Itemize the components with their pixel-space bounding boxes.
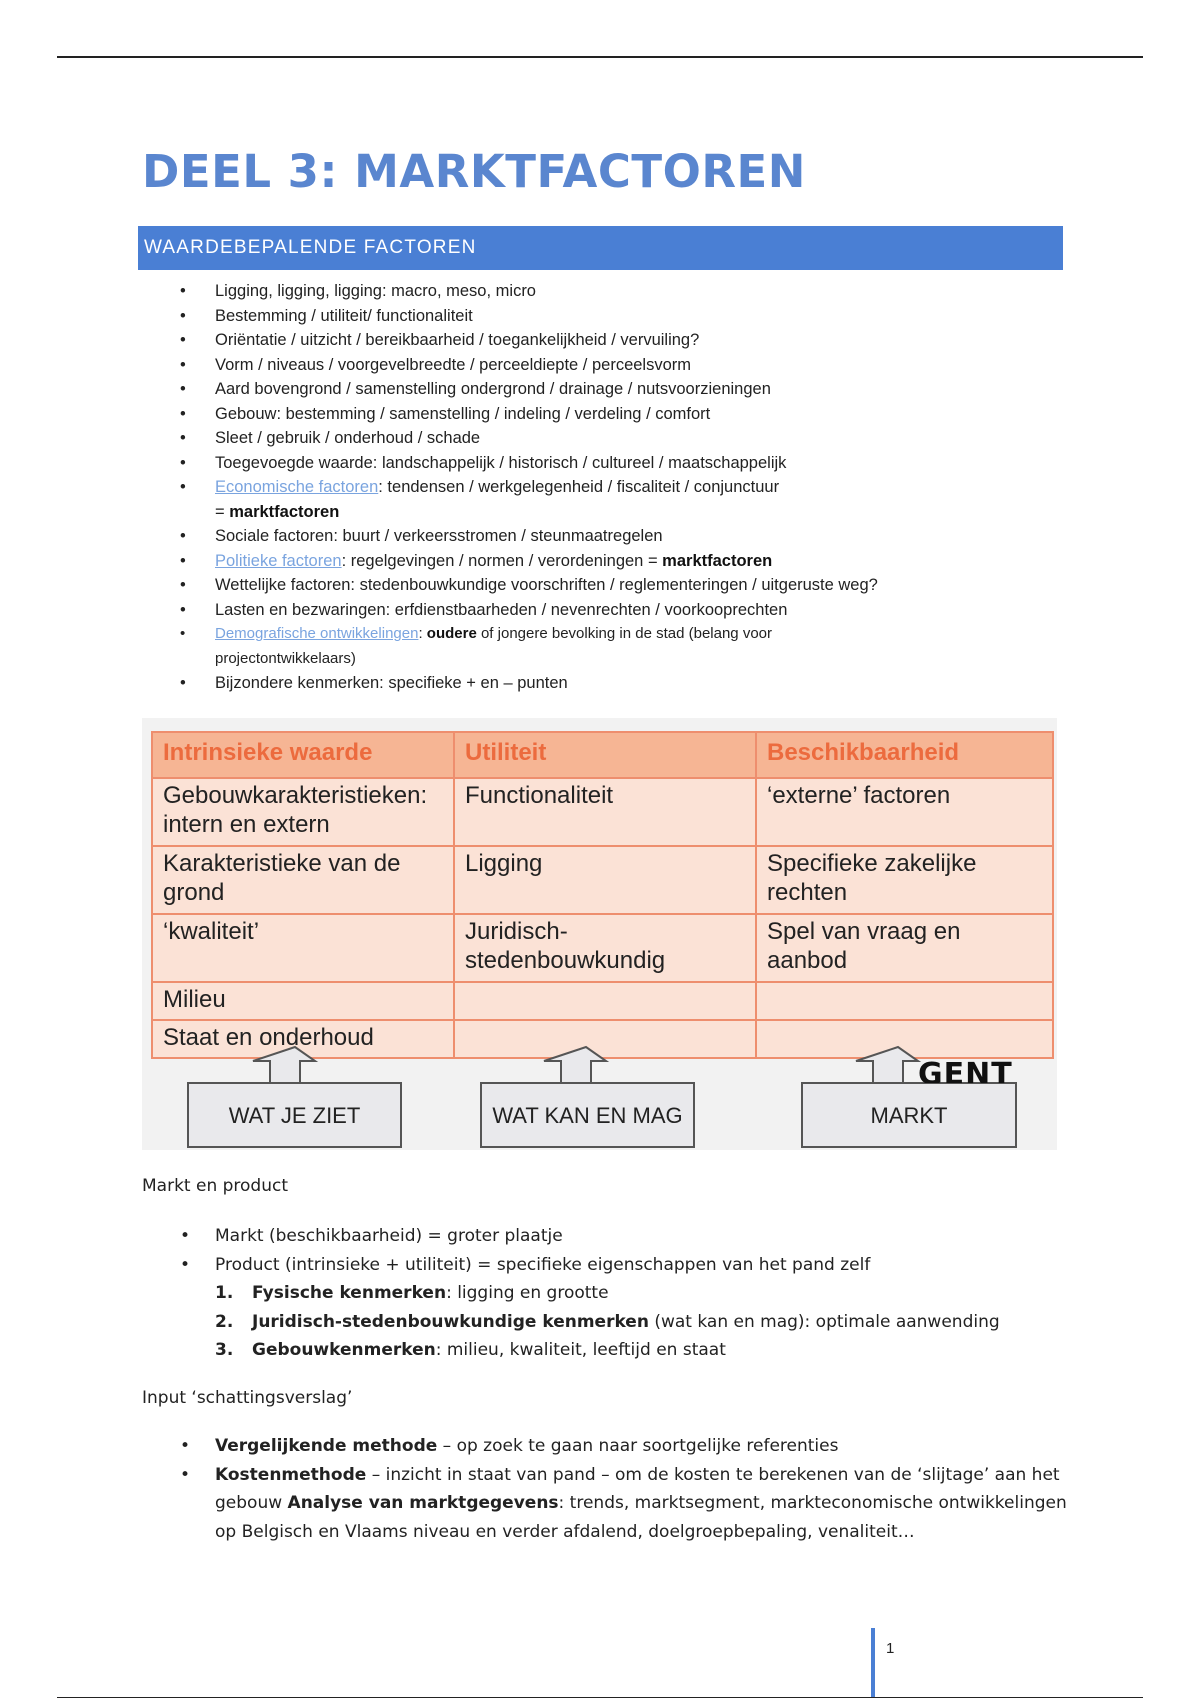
bottom-rule — [57, 1697, 1143, 1698]
list-item: 1. Fysische kenmerken: ligging en grootte — [215, 1283, 609, 1303]
table-header: Beschikbaarheid — [756, 732, 1053, 778]
table-cell: Staat en onderhoud — [152, 1020, 454, 1058]
list-item: • Politieke factoren: regelgevingen / normen / verordeningen = marktfactoren — [180, 549, 1060, 574]
table-cell: Karakteristieke van de grond — [152, 846, 454, 914]
table-header: Intrinsieke waarde — [152, 732, 454, 778]
list-item: 3. Gebouwkenmerken: milieu, kwaliteit, leeftijd en staat — [215, 1340, 726, 1360]
gent-logo-text: GENT — [918, 1057, 1013, 1083]
markt-en-product-heading: Markt en product — [142, 1176, 289, 1196]
list-item: • Toegevoegde waarde: landschappelijk / historisch / cultureel / maatschappelijk — [180, 451, 1060, 476]
table-cell: ‘externe’ factoren — [756, 778, 1053, 846]
list-item: • Product (intrinsieke + utiliteit) = specifieke eigenschappen van het pand zelf — [180, 1251, 1080, 1280]
list-item: • Gebouw: bestemming / samenstelling / indeling / verdeling / comfort — [180, 402, 1060, 427]
table-cell: Ligging — [454, 846, 756, 914]
arrow-box-markt: MARKT — [801, 1082, 1017, 1148]
list-item: • Oriëntatie / uitzicht / bereikbaarheid / toegankelijkheid / vervuiling? — [180, 328, 1060, 353]
list-item: • Vergelijkende methode – op zoek te gaan naar soortgelijke referenties — [180, 1432, 1080, 1461]
page-number-bar — [871, 1628, 875, 1698]
list-item: • Markt (beschikbaarheid) = groter plaatje — [180, 1222, 1080, 1251]
list-item: • Demografische ontwikkelingen: oudere of jongere bevolking in de stad (belang voor projectontwikkelaars) — [180, 622, 1060, 671]
list-item: • Economische factoren: tendensen / werkgelegenheid / fiscaliteit / conjunctuur = marktfactoren — [180, 475, 1060, 524]
up-arrow-icon — [253, 1047, 315, 1083]
list-item: • Lasten en bezwaringen: erfdienstbaarheden / nevenrechten / voorkooprechten — [180, 598, 1060, 623]
list-item: • Bestemming / utiliteit/ functionaliteit — [180, 304, 1060, 329]
input-heading: Input ‘schattingsverslag’ — [142, 1388, 353, 1408]
input-list — [180, 1432, 1080, 1546]
politieke-factoren-link[interactable]: Politieke factoren — [215, 551, 342, 570]
table-cell: Gebouwkarakteristieken: intern en extern — [152, 778, 454, 846]
list-item: • Wettelijke factoren: stedenbouwkundige voorschriften / reglementeringen / uitgeruste weg? — [180, 573, 1060, 598]
table-cell: Milieu — [152, 982, 454, 1020]
list-item: • Bijzondere kenmerken: specifieke + en – punten — [180, 671, 1060, 696]
table-header: Utiliteit — [454, 732, 756, 778]
economische-factoren-link[interactable]: Economische factoren — [215, 478, 379, 496]
list-item: • Aard bovengrond / samenstelling ondergrond / drainage / nutsvoorzieningen — [180, 377, 1060, 402]
table-cell: Specifieke zakelijke rechten — [756, 846, 1053, 914]
list-item: 2. Juridisch-stedenbouwkundige kenmerken (wat kan en mag): optimale aanwending — [215, 1311, 1000, 1332]
factor-list — [180, 279, 1060, 696]
table-cell: ‘kwaliteit’ — [152, 914, 454, 982]
section-banner — [138, 226, 1063, 270]
list-item: • Ligging, ligging, ligging: macro, meso, micro — [180, 279, 1060, 304]
list-item: • Kostenmethode – inzicht in staat van pand – om de kosten te berekenen van de ‘slijtage’ aan het gebouw Analyse van marktgegevens: trends, marktsegment, markteconomische ontwikkelingen op Belgisch en Vlaams niveau en verder afdalend, doelgroepbepaling, venaliteit… — [180, 1461, 1080, 1547]
table-cell: Spel van vraag en aanbod — [756, 914, 1053, 982]
page-title: DEEL 3: MARKTFACTOREN — [142, 145, 806, 198]
top-rule — [57, 56, 1143, 58]
arrow-box-wat-je-ziet: WAT JE ZIET — [187, 1082, 402, 1148]
section-banner-label: WAARDEBEPALENDE FACTOREN — [144, 237, 477, 258]
table-cell: Juridisch-stedenbouwkundig — [454, 914, 756, 982]
list-item: • Sleet / gebruik / onderhoud / schade — [180, 426, 1060, 451]
demografische-ontwikkelingen-link[interactable]: Demografische ontwikkelingen — [215, 625, 419, 642]
value-table-figure — [142, 718, 1057, 1150]
up-arrow-icon — [856, 1047, 918, 1083]
up-arrow-icon — [544, 1047, 606, 1083]
page-number: 1 — [886, 1640, 895, 1657]
markt-list — [180, 1222, 1080, 1279]
table-cell: Functionaliteit — [454, 778, 756, 846]
list-item: • Vorm / niveaus / voorgevelbreedte / perceeldiepte / perceelsvorm — [180, 353, 1060, 378]
list-item: • Sociale factoren: buurt / verkeersstromen / steunmaatregelen — [180, 524, 1060, 549]
arrow-box-wat-kan-en-mag: WAT KAN EN MAG — [480, 1082, 695, 1148]
product-points-list — [215, 1279, 1095, 1365]
